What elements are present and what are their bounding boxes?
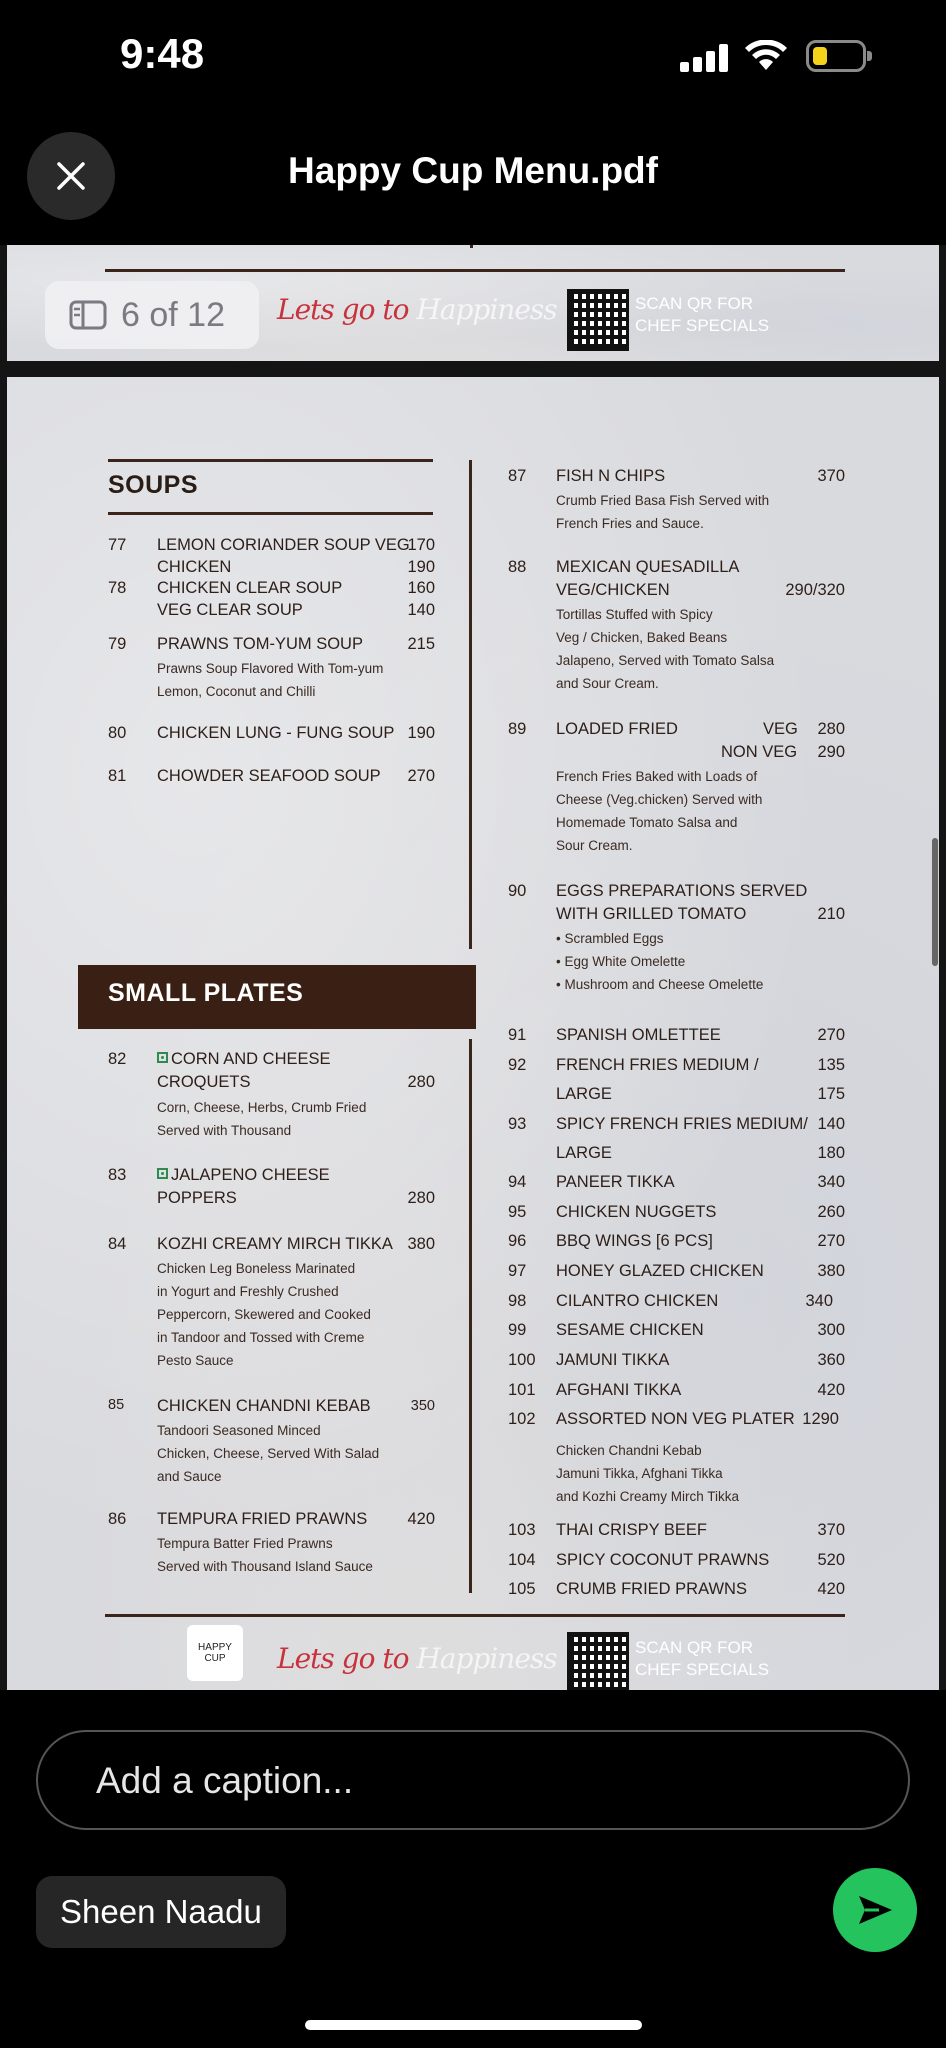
caption-placeholder: Add a caption... (96, 1760, 354, 1801)
battery-icon (806, 40, 866, 72)
send-icon (855, 1890, 895, 1930)
status-time: 9:48 (120, 30, 205, 77)
tagline: Lets go to Happiness (277, 1642, 557, 1675)
wifi-icon (744, 40, 788, 72)
qr-caption: SCAN QR FOR CHEF SPECIALS (635, 294, 770, 335)
recipient-chip[interactable] (36, 1876, 286, 1948)
qr-code (567, 289, 629, 351)
section-title-soups: SOUPS (108, 471, 199, 499)
qr-code (567, 1632, 629, 1690)
document-title: Happy Cup Menu.pdf (288, 150, 658, 191)
recipient-name: Sheen Naadu (60, 1893, 262, 1930)
pdf-page-previous (7, 245, 939, 361)
page-indicator[interactable] (45, 281, 259, 349)
page-indicator-text: 6 of 12 (121, 295, 225, 334)
caption-input[interactable] (36, 1730, 910, 1830)
cellular-signal-icon (680, 44, 730, 72)
pdf-viewer[interactable] (0, 245, 946, 1690)
veg-icon (157, 1168, 168, 1179)
happy-cup-logo: HAPPY CUP (187, 1625, 243, 1681)
sidebar-icon (69, 300, 107, 330)
qr-caption: SCAN QR FOR CHEF SPECIALS (635, 1638, 770, 1679)
scrollbar[interactable] (932, 838, 938, 966)
home-indicator[interactable] (305, 2020, 642, 2030)
pdf-page-current: SOUPS 77 LEMON CORIANDER SOUP VEG CHICKEN 170 190 78 CHICKEN CLEAR SOUP VEG CLEAR SOUP 160 140 79 PRAWNS TOM-YUM SOUP 215 Prawns Soup Flavored With Tom-yum Lemon, Coconut and Chilli 80 CHICKEN LUNG - FUNG SOUP 190 81 CHOWDER SEAFOOD SOUP 270 SMALL PLATES 82 CORN AND CHEESE CROQUETS 280 Corn, Cheese, Herbs, Crumb Fried Served with Thousand 83 JALAPENO CHEESE POPPERS 280 84 KOZHI CREAMY MIRCH TIKKA 380 Chicken Leg Boneless Marinated in Yogurt and Freshly Crushed Peppercorn, Skewered and Cooked in Tandoor and Tossed with Creme Pesto Sauce 85 CHICKEN CHANDNI KEBAB 350 Tandoori Seasoned Minced Chicken, Cheese, Served With Salad and Sauce 86 TEMPURA FRIED PRAWNS 420 Tempura Batter Fried Prawns Served with Thousand Island Sauce 87 FISH N CHIPS 370 Crumb Fried Basa Fish Served with French Fries and Sauce. 88 MEXICAN QUESADILLA VEG/CHICKEN 290/320 Tortillas Stuffed with Spicy Veg / Chicken, Baked Beans Jalapeno, Served with Tomato Salsa and Sour Cream. 89 LOADED FRIED VEG 280 NON VEG 290 French Fries Baked with Loads of Cheese (Veg.chicken) Served with Homemade Tomato Salsa and Sour Cream. 90 EGGS PREPARATIONS SERVED WITH GRILLED TOMATO 210 • Scrambled Eggs • Egg White Omelette • Mushroom and Cheese Omelette 91 SPANISH OMLETTEE 270 92 FRENCH FRIES MEDIUM / LARGE 135 175 93 SPICY FRENCH FRIES MEDIUM/ LARGE 140 180 94 PANEER TIKKA 340 95 CHICKEN NUGGETS 260 96 BBQ WINGS [6 PCS] 270 97 HONEY GLAZED CHICKEN 380 98 CILANTRO CHICKEN 340 99 SESAME CHICKEN 300 100 JAMUNI TIKKA 360 101 AFGHANI TIKKA 420 102 ASSORTED NON VEG PLATER 1290 Chicken Chandni Kebab Jamuni Tikka, Afghani Tikka and Kozhi Creamy Mirch Tikka 103 THAI CRISPY BEEF 370 104 SPICY COCONUT PRAWNS 520 105 CRUMB FRIED PRAWNS 420 HAPPY CUP Lets go to Happiness SCAN QR FOR CHEF SPECIALS (7, 377, 939, 1690)
veg-icon (157, 1052, 168, 1063)
send-button[interactable] (833, 1868, 917, 1952)
section-title-small-plates: SMALL PLATES (78, 965, 476, 1029)
tagline: Lets go to Happiness (277, 293, 557, 326)
